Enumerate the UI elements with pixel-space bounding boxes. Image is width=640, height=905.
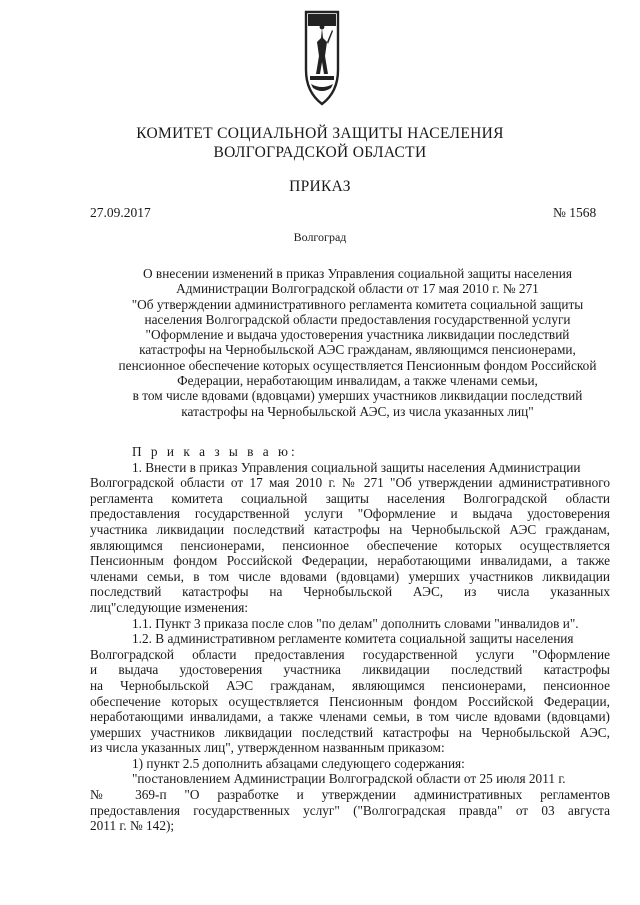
body-line: предоставления государственных услуг" ("Волгоградская правда" от 03 августа	[90, 802, 610, 818]
document-body	[90, 444, 610, 834]
body-line: обеспечение которых осуществляется Пенсионным фондом Российской Федерации,	[90, 693, 610, 709]
body-line: Пенсионным фондом Российской Федерации, неработающими инвалидами, а также	[90, 553, 610, 569]
body-line: 1.1. Пункт 3 приказа после слов "по делам" дополнить словами "инвалидов и".	[132, 615, 579, 631]
subject-line: О внесении изменений в приказ Управления социальной защиты населения	[143, 266, 572, 281]
body-line: регламента комитета социальной защиты населения Волгоградской области	[90, 490, 610, 506]
subject-line: катастрофы на Чернобыльской АЭС, из числа указанных лиц"	[181, 403, 534, 419]
body-line: лиц"следующие изменения:	[90, 599, 249, 615]
body-line: неработающими инвалидами, а также членами семьи, в том числе вдовами (вдовцами)	[90, 709, 610, 725]
subject-line: "Об утверждении административного регламента комитета социальной защиты	[131, 296, 584, 312]
document-type: ПРИКАЗ	[289, 178, 351, 195]
subject-line: Администрации Волгоградской области от 17 мая 2010 г. № 271	[176, 281, 539, 297]
body-line: 1.2. В административном регламенте комитета социальной защиты населения	[132, 631, 574, 647]
body-line: членами семьи, в том числе вдовами (вдовцами) умерших участников ликвидации	[90, 568, 610, 584]
body-line: 1. Внести в приказ Управления социальной защиты населения Администрации	[132, 459, 581, 475]
body-line: последствий катастрофы на Чернобыльской АЭС, из числа указанных	[90, 584, 610, 600]
body-line: Волгоградской области предоставления государственной услуги "Оформление	[90, 646, 610, 662]
document-date: 27.09.2017	[90, 205, 151, 220]
body-line: 2011 г. № 142);	[90, 818, 175, 834]
document-number: № 1568	[553, 205, 597, 220]
subject-line: населения Волгоградской области предоставления государственной услуги	[144, 311, 571, 327]
coat-of-arms-icon	[302, 8, 342, 110]
body-line: умерших участников ликвидации последствий катастрофы на Чернобыльской АЭС,	[90, 724, 610, 740]
organization-name-line-1: КОМИТЕТ СОЦИАЛЬНОЙ ЗАЩИТЫ НАСЕЛЕНИЯ	[136, 125, 504, 142]
subject-line: Федерации, неработающим инвалидам, а также членами семьи,	[177, 373, 538, 389]
body-line: № 369-п "О разработке и утверждении административных регламентов	[90, 787, 610, 803]
body-line: на Чернобыльской АЭС гражданам, являющимся пенсионерами, пенсионное	[90, 677, 610, 693]
subject-line: в том числе вдовами (вдовцами) умерших участников ликвидации последствий	[132, 388, 583, 404]
order-word: П р и к а з ы в а ю:	[132, 444, 298, 459]
document-subject	[95, 266, 620, 419]
organization-name-line-2: ВОЛГОГРАДСКОЙ ОБЛАСТИ	[213, 144, 427, 161]
body-line: участника ликвидации последствий катастрофы на Чернобыльской АЭС гражданам,	[90, 521, 610, 537]
subject-line: катастрофы на Чернобыльской АЭС гражданам, являющимся пенсионерами,	[139, 342, 576, 358]
body-line: являющимся пенсионерами, пенсионное обеспечение которых осуществляется	[90, 537, 610, 553]
body-line: из числа указанных лиц", утвержденном названным приказом:	[90, 740, 445, 756]
body-line: и выдача удостоверения участника ликвидации последствий катастрофы	[90, 662, 610, 678]
subject-line: пенсионное обеспечение которых осуществляется Пенсионным фондом Российской	[118, 357, 597, 373]
body-line: предоставления государственной услуги "Оформление и выдача удостоверения	[90, 506, 610, 522]
body-line: 1) пункт 2.5 дополнить абзацами следующего содержания:	[132, 755, 465, 771]
body-line: Волгоградской области от 17 мая 2010 г. № 271 "Об утверждении административного	[90, 475, 610, 491]
subject-line: "Оформление и выдача удостоверения участника ликвидации последствий	[145, 327, 570, 343]
body-line: "постановлением Администрации Волгоградской области от 25 июля 2011 г.	[132, 771, 566, 787]
document-city: Волгоград	[293, 230, 347, 244]
